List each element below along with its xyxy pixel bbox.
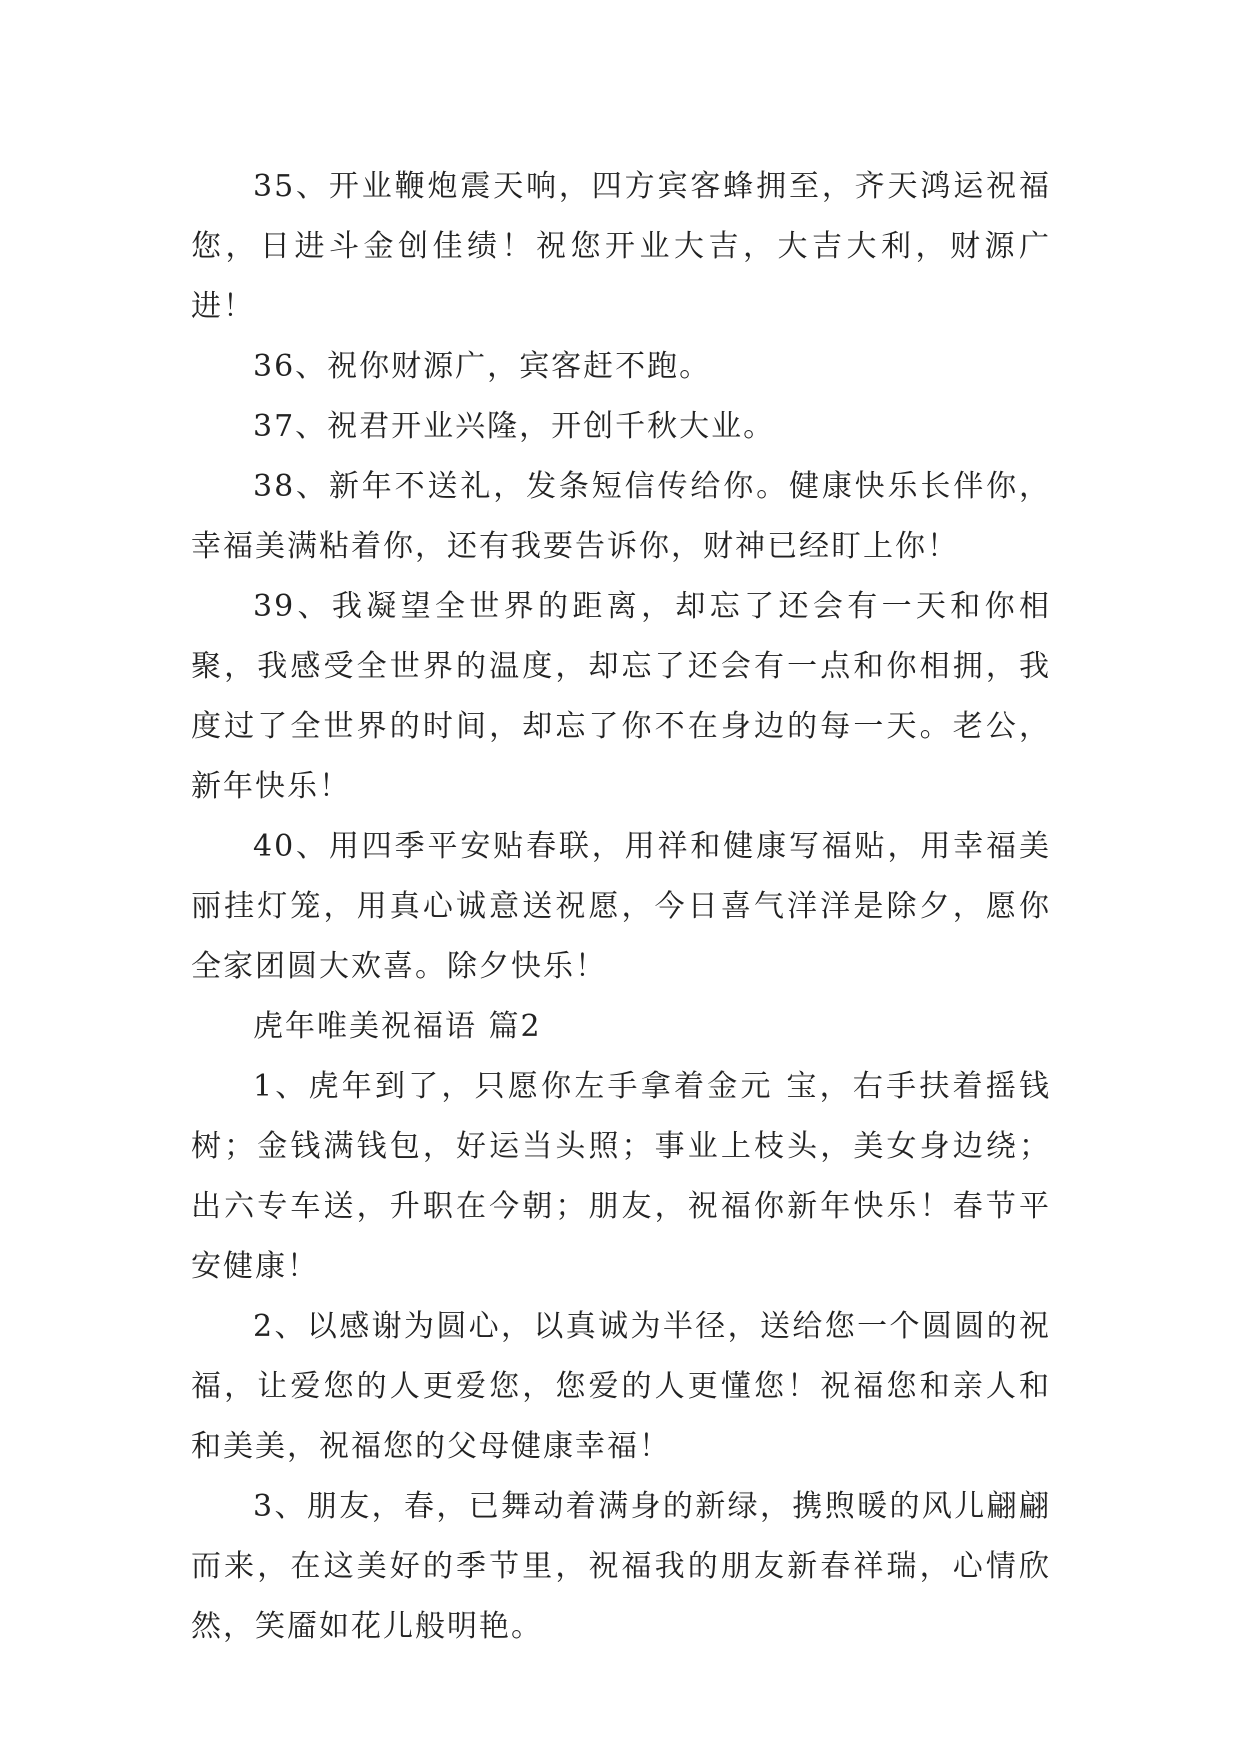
paragraph-3: 3、朋友，春，已舞动着满身的新绿，携煦暖的风儿翩翩而来，在这美好的季节里，祝福我的朋友新春祥瑞，心情欣然，笑靥如花儿般明艳。	[191, 1489, 1051, 1644]
paragraph-37: 37、祝君开业兴隆，开创千秋大业。	[253, 409, 776, 444]
paragraph-2: 2、以感谢为圆心，以真诚为半径，送给您一个圆圆的祝福，让爱您的人更爱您，您爱的人更懂您！祝福您和亲人和和美美，祝福您的父母健康幸福！	[191, 1309, 1051, 1464]
paragraph-1: 1、虎年到了，只愿你左手拿着金元 宝，右手扶着摇钱树；金钱满钱包，好运当头照；事业上枝头，美女身边绕；出六专车送，升职在今朝；朋友，祝福你新年快乐！春节平安健康！	[191, 1069, 1051, 1284]
document-body	[191, 157, 1051, 1657]
paragraph-36: 36、祝你财源广，宾客赶不跑。	[253, 349, 712, 384]
paragraph-35: 35、开业鞭炮震天响，四方宾客蜂拥至，齐天鸿运祝福您，日进斗金创佳绩！祝您开业大吉，大吉大利，财源广进！	[191, 169, 1051, 324]
section-heading: 虎年唯美祝福语 篇2	[253, 1009, 542, 1044]
paragraph-39: 39、我凝望全世界的距离，却忘了还会有一天和你相聚，我感受全世界的温度，却忘了还会有一点和你相拥，我度过了全世界的时间，却忘了你不在身边的每一天。老公，新年快乐！	[191, 589, 1051, 804]
paragraph-40: 40、用四季平安贴春联，用祥和健康写福贴，用幸福美丽挂灯笼，用真心诚意送祝愿，今日喜气洋洋是除夕，愿你全家团圆大欢喜。除夕快乐！	[191, 829, 1051, 984]
paragraph-38: 38、新年不送礼，发条短信传给你。健康快乐长伴你，幸福美满粘着你，还有我要告诉你，财神已经盯上你！	[191, 469, 1051, 564]
